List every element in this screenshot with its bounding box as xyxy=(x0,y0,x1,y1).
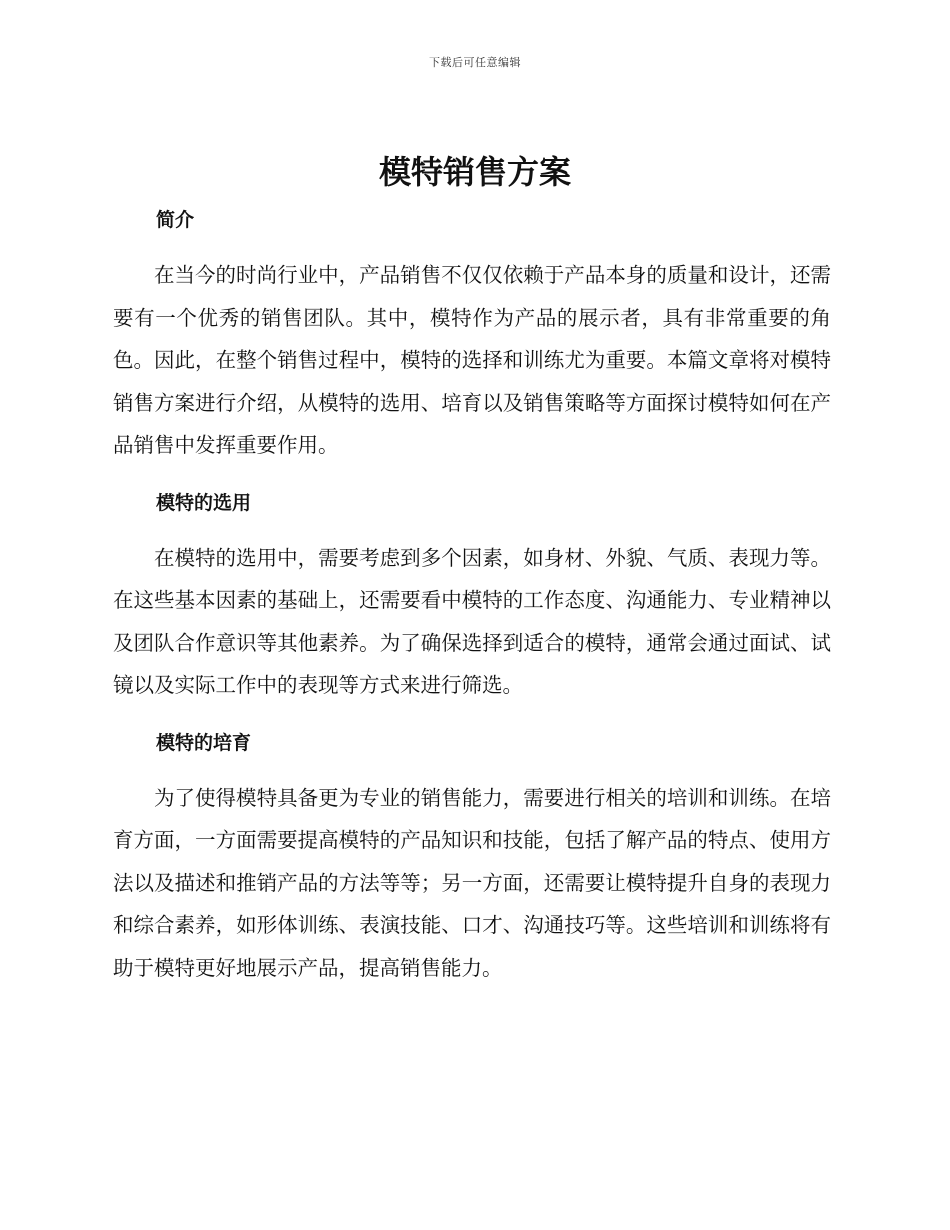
section-paragraph: 在当今的时尚行业中，产品销售不仅仅依赖于产品本身的质量和设计，还需要有一个优秀的销售团队。其中，模特作为产品的展示者，具有非常重要的角色。因此，在整个销售过程中，模特的选择和训练尤为重要。本篇文章将对模特销售方案进行介绍，从模特的选用、培育以及销售策略等方面探讨模特如何在产品销售中发挥重要作用。 xyxy=(113,263,831,457)
section-intro xyxy=(113,200,831,467)
document-body xyxy=(113,200,831,989)
header-note: 下载后可任意编辑 xyxy=(429,56,521,69)
section-model-selection xyxy=(113,483,831,707)
section-heading: 模特的选用 xyxy=(156,491,252,514)
section-heading: 模特的培育 xyxy=(156,731,252,754)
section-paragraph: 在模特的选用中，需要考虑到多个因素，如身材、外貌、气质、表现力等。在这些基本因素的基础上，还需要看中模特的工作态度、沟通能力、专业精神以及团队合作意识等其他素养。为了确保选择到适合的模特，通常会通过面试、试镜以及实际工作中的表现等方式来进行筛选。 xyxy=(113,545,831,697)
document-title: 模特销售方案 xyxy=(378,153,571,191)
section-model-training xyxy=(113,723,831,990)
section-heading: 简介 xyxy=(156,209,195,231)
section-paragraph: 为了使得模特具备更为专业的销售能力，需要进行相关的培训和训练。在培育方面，一方面需要提高模特的产品知识和技能，包括了解产品的特点、使用方法以及描述和推销产品的方法等等；另一方面，还需要让模特提升自身的表现力和综合素养，如形体训练、表演技能、口才、沟通技巧等。这些培训和训练将有助于模特更好地展示产品，提高销售能力。 xyxy=(113,785,831,980)
